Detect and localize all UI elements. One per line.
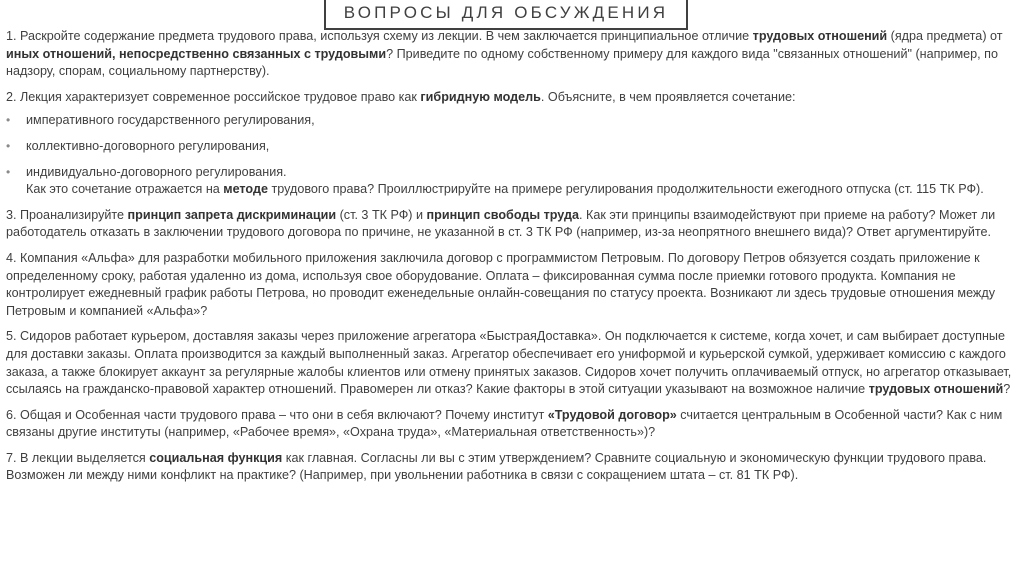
q5-text-1: 5. Сидоров работает курьером, доставляя заказы через приложение агрегатора «БыстраяДоставка». Он подключается к системе, когда хочет, и сам выбирает доступные для доставки заказы. Оплата производится за каждый выполненный заказ. Агрегатор обеспечивает его униформой и курьерской сумкой, удерживает комиссию с каждого заказа, а также блокирует аккаунт за регулярные жалобы клиентов или отмену принятых заказов. Сидоров хочет получить оплачиваемый отпуск, но агрегатор отказывает, ссылаясь на гражданско-правовой характер отношений. Правомерен ли отказ? Какие факторы в этой ситуации указывают на возможное наличие (6, 329, 1012, 397)
q3-text-1: 3. Проанализируйте (6, 207, 128, 222)
q6-text-2: считается центральным в Особенной части? Как с ним связаны другие институты (например, «Рабочее время», «Охрана труда», «Материальная ответственность»)? (6, 407, 1003, 440)
q2-text-1: 2. Лекция характеризует современное российское трудовое право как (6, 89, 421, 104)
q7-bold-1: социальная функция (149, 450, 283, 465)
q1-text-3: ? Приведите по одному собственному примеру для каждого вида "связанных отношений" (например, по надзору, спорам, социальному партнерству). (6, 46, 998, 79)
list-item (6, 112, 1018, 130)
question-6 (6, 407, 1018, 442)
q2-follow-text-2: трудового права? Проиллюстрируйте на примере регулирования продолжительности ежегодного отпуска (ст. 115 ТК РФ). (267, 182, 984, 197)
question-3 (6, 207, 1018, 242)
q5-text-2: ? (1003, 382, 1011, 397)
q1-bold-2: иных отношений, непосредственно связанных с трудовыми (6, 46, 387, 61)
q2-follow-bold: методе (223, 182, 268, 197)
q2-follow-text-1: Как это сочетание отражается на (26, 182, 224, 197)
bullet-text: императивного государственного регулирования, (26, 113, 315, 128)
bullet-dot-icon: • (6, 164, 11, 179)
slide-title: ВОПРОСЫ ДЛЯ ОБСУЖДЕНИЯ (343, 3, 669, 22)
q1-text-2: (ядра предмета) от (887, 29, 1003, 43)
question-7 (6, 450, 1018, 485)
q3-text-2: (ст. 3 ТК РФ) и (336, 207, 427, 222)
q2-bullet-list (6, 112, 1018, 198)
q3-text-3: . Как эти принципы взаимодействуют при приеме на работу? Может ли работодатель отказать в заключении трудового договора по причине, не указанной в ст. 3 ТК РФ (например, из-за неопрятного внешнего вида)? Ответ аргументируйте. (6, 207, 996, 240)
q4-text: 4. Компания «Альфа» для разработки мобильного приложения заключила договор с программистом Петровым. По договору Петров обязуется создать приложение к определенному сроку, работая удаленно из дома, используя свое оборудование. Оплата – фиксированная сумма после приемки готового продукта. Компания не контролирует ежедневный график работы Петрова, но проводит еженедельные онлайн-совещания по статусу проекта. Возникают ли здесь трудовые отношения между Петровым и компанией «Альфа»? (6, 250, 996, 318)
bullet-dot-icon: • (6, 138, 11, 153)
question-5 (6, 328, 1018, 398)
bullet-dot-icon: • (6, 113, 11, 128)
q7-text-2: как главная. Согласны ли вы с этим утверждением? Сравните социальную и экономическую функции трудового права. Возможен ли между ними конфликт на практике? (Например, при увольнении работника в связи с сокращением штата – ст. 81 ТК РФ). (6, 450, 987, 483)
q2-text-2: . Объясните, в чем проявляется сочетание: (540, 89, 796, 104)
questions-list (6, 24, 1018, 493)
q6-bold-1: «Трудовой договор» (547, 407, 677, 422)
question-4 (6, 250, 1018, 320)
q1-bold-1: трудовых отношений (752, 29, 888, 43)
bullet-text: индивидуально-договорного регулирования. (26, 164, 287, 179)
bullet-text: коллективно-договорного регулирования, (26, 138, 270, 153)
q2-intro (6, 89, 1018, 107)
q7-text-1: 7. В лекции выделяется (6, 450, 150, 465)
question-1 (6, 28, 1018, 81)
q2-bold-1: гибридную модель (420, 89, 541, 104)
q1-text-1: 1. Раскройте содержание предмета трудового права, используя схему из лекции. В чем заключается принципиальное отличие (6, 29, 753, 43)
list-item (6, 138, 1018, 156)
q3-bold-1: принцип запрета дискриминации (127, 207, 337, 222)
q3-bold-2: принцип свободы труда (426, 207, 579, 222)
q6-text-1: 6. Общая и Особенная части трудового права – что они в себя включают? Почему институт (6, 407, 548, 422)
list-item (6, 164, 1018, 199)
q5-bold-1: трудовых отношений (868, 382, 1004, 397)
question-2 (6, 89, 1018, 199)
